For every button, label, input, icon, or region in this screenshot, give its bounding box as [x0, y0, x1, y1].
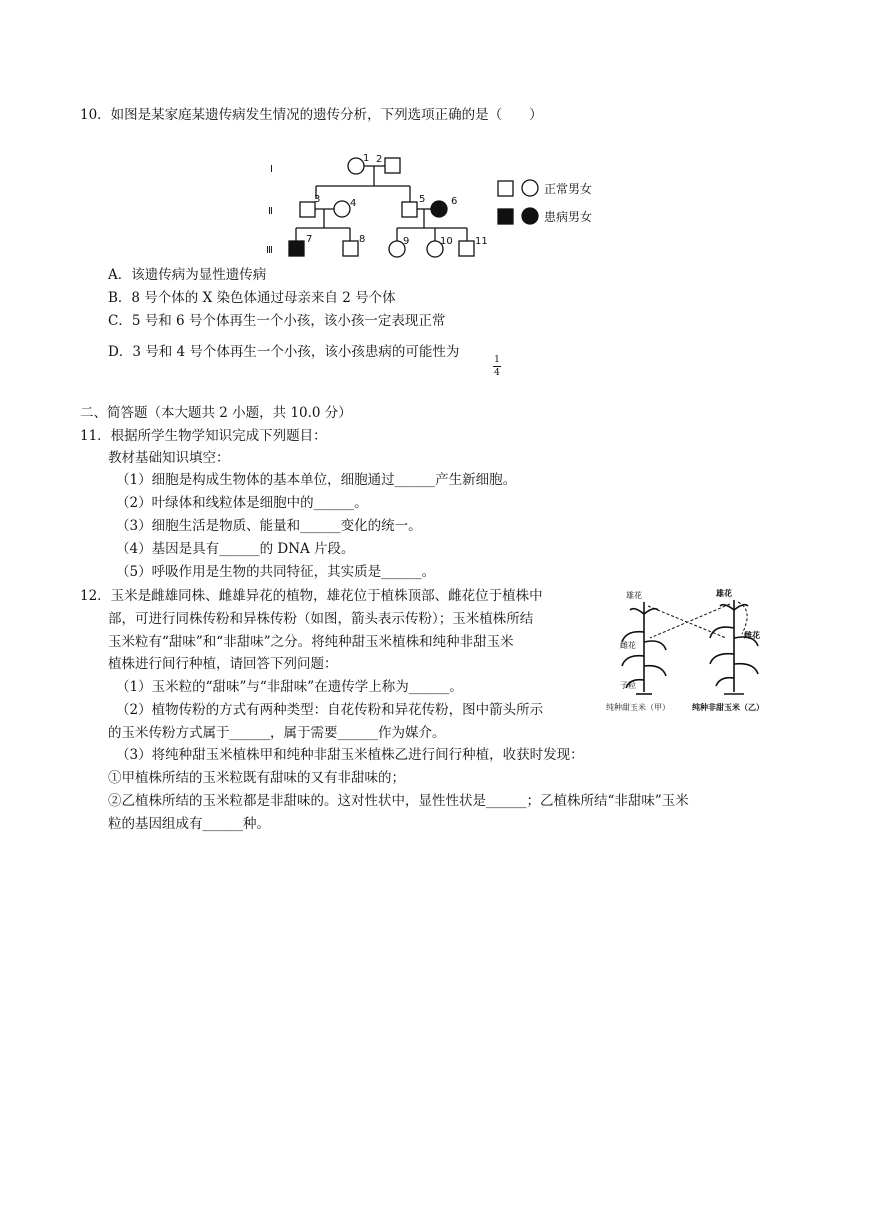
- label-11: 11: [475, 236, 488, 247]
- fig-female-flower-left: 雌花: [620, 641, 636, 650]
- label-2: 2: [376, 154, 383, 165]
- corn-pollination-figure: [604, 584, 790, 720]
- label-10: 10: [440, 236, 453, 247]
- q10-option-a: A．该遗传病为显性遗传病: [108, 267, 267, 283]
- q10-option-d: D．3 号和 4 号个体再生一个小孩，该小孩患病的可能性为: [108, 344, 460, 360]
- section-2-heading: 二、简答题（本大题共 2 小题，共 10.0 分）: [80, 405, 352, 421]
- individual-6: [431, 201, 447, 217]
- q12-sub-3: （3）将纯种甜玉米植株甲和纯种非甜玉米植株乙进行间行种植，收获时发现：: [116, 747, 584, 763]
- label-7: 7: [306, 234, 313, 245]
- label-9: 9: [403, 236, 410, 247]
- gen-label-1: Ⅰ: [270, 164, 273, 175]
- label-4: 4: [350, 198, 357, 209]
- q12-sub-2a: （2）植物传粉的方式有两种类型：自花传粉和异花传粉，图中箭头所示: [116, 702, 544, 718]
- fig-caption-right: 纯种非甜玉米（乙）: [692, 703, 764, 712]
- q11-item-1: （1）细胞是构成生物体的基本单位，细胞通过______产生新细胞。: [116, 472, 517, 488]
- q12-observation-1: ①甲植株所结的玉米粒既有甜味的又有非甜味的；: [108, 770, 405, 786]
- q12-sub-2b: 的玉米传粉方式属于______，属于需要______作为媒介。: [108, 725, 446, 741]
- legend-normal-male-icon: [498, 181, 513, 196]
- q12-observation-2a: ②乙植株所结的玉米粒都是非甜味的。这对性状中，显性性状是______；乙植株所结“非甜味”玉米: [108, 793, 689, 809]
- fraction-bar: [493, 366, 501, 367]
- q12-observation-2b: 粒的基因组成有______种。: [108, 816, 270, 832]
- individual-8: [343, 241, 358, 256]
- individual-5: [402, 202, 417, 217]
- gen-label-2: Ⅱ: [268, 206, 273, 217]
- q10-option-c: C．5 号和 6 号个体再生一个小孩，该小孩一定表现正常: [108, 313, 446, 329]
- fraction-numerator: 1: [494, 355, 500, 365]
- individual-7: [289, 241, 304, 256]
- q11-stem: 11．根据所学生物学知识完成下列题目：: [80, 428, 327, 444]
- q11-item-3: （3）细胞生活是物质、能量和______变化的统一。: [116, 518, 422, 534]
- label-3: 3: [314, 194, 321, 205]
- q11-item-4: （4）基因是具有______的 DNA 片段。: [116, 541, 355, 557]
- individual-1: [348, 158, 364, 174]
- fig-male-flower-right: 雄花: [716, 589, 732, 598]
- q12-sub-1: （1）玉米粒的“甜味”与“非甜味”在遗传学上称为______。: [116, 679, 463, 695]
- q10-option-b: B．8 号个体的 X 染色体通过母亲来自 2 号个体: [108, 290, 396, 306]
- q12-line-3: 玉米粒有“甜味”和“非甜味”之分。将纯种甜玉米植株和纯种非甜玉米: [108, 634, 514, 650]
- q11-item-5: （5）呼吸作用是生物的共同特征，其实质是______。: [116, 564, 436, 580]
- label-8: 8: [359, 234, 366, 245]
- q12-line-2: 部，可进行同株传粉和异株传粉（如图，箭头表示传粉）；玉米植株所结: [108, 611, 534, 627]
- q10-stem: 10．如图是某家庭某遗传病发生情况的遗传分析，下列选项正确的是（ ）: [80, 107, 543, 123]
- fig-female-flower-right: 雌花: [744, 631, 760, 640]
- legend-normal-female-icon: [522, 180, 538, 196]
- q11-intro: 教材基础知识填空：: [108, 450, 230, 466]
- individual-3: [300, 202, 315, 217]
- fig-stem-label: 子粒: [620, 681, 636, 690]
- legend-affected-male-icon: [498, 209, 513, 224]
- individual-2: [385, 158, 400, 173]
- legend-affected-female-icon: [522, 208, 538, 224]
- legend-affected-text: 患病男女: [544, 210, 593, 224]
- label-5: 5: [419, 194, 426, 205]
- fig-caption-left: 纯种甜玉米（甲）: [606, 703, 670, 712]
- individual-4: [334, 201, 350, 217]
- individual-11: [459, 241, 474, 256]
- fraction-denominator: 4: [494, 368, 500, 378]
- q12-line-4: 植株进行间行种植，请回答下列问题：: [108, 656, 338, 672]
- legend-normal-text: 正常男女: [544, 182, 593, 196]
- pedigree-diagram: [262, 150, 622, 262]
- gen-label-3: Ⅲ: [266, 245, 273, 256]
- q12-line-1: 12．玉米是雌雄同株、雌雄异花的植物，雄花位于植株顶部、雌花位于植株中: [80, 588, 543, 604]
- fig-male-flower-left: 雄花: [626, 591, 642, 600]
- label-6: 6: [451, 196, 458, 207]
- label-1: 1: [363, 153, 370, 164]
- q11-item-2: （2）叶绿体和线粒体是细胞中的______。: [116, 495, 368, 511]
